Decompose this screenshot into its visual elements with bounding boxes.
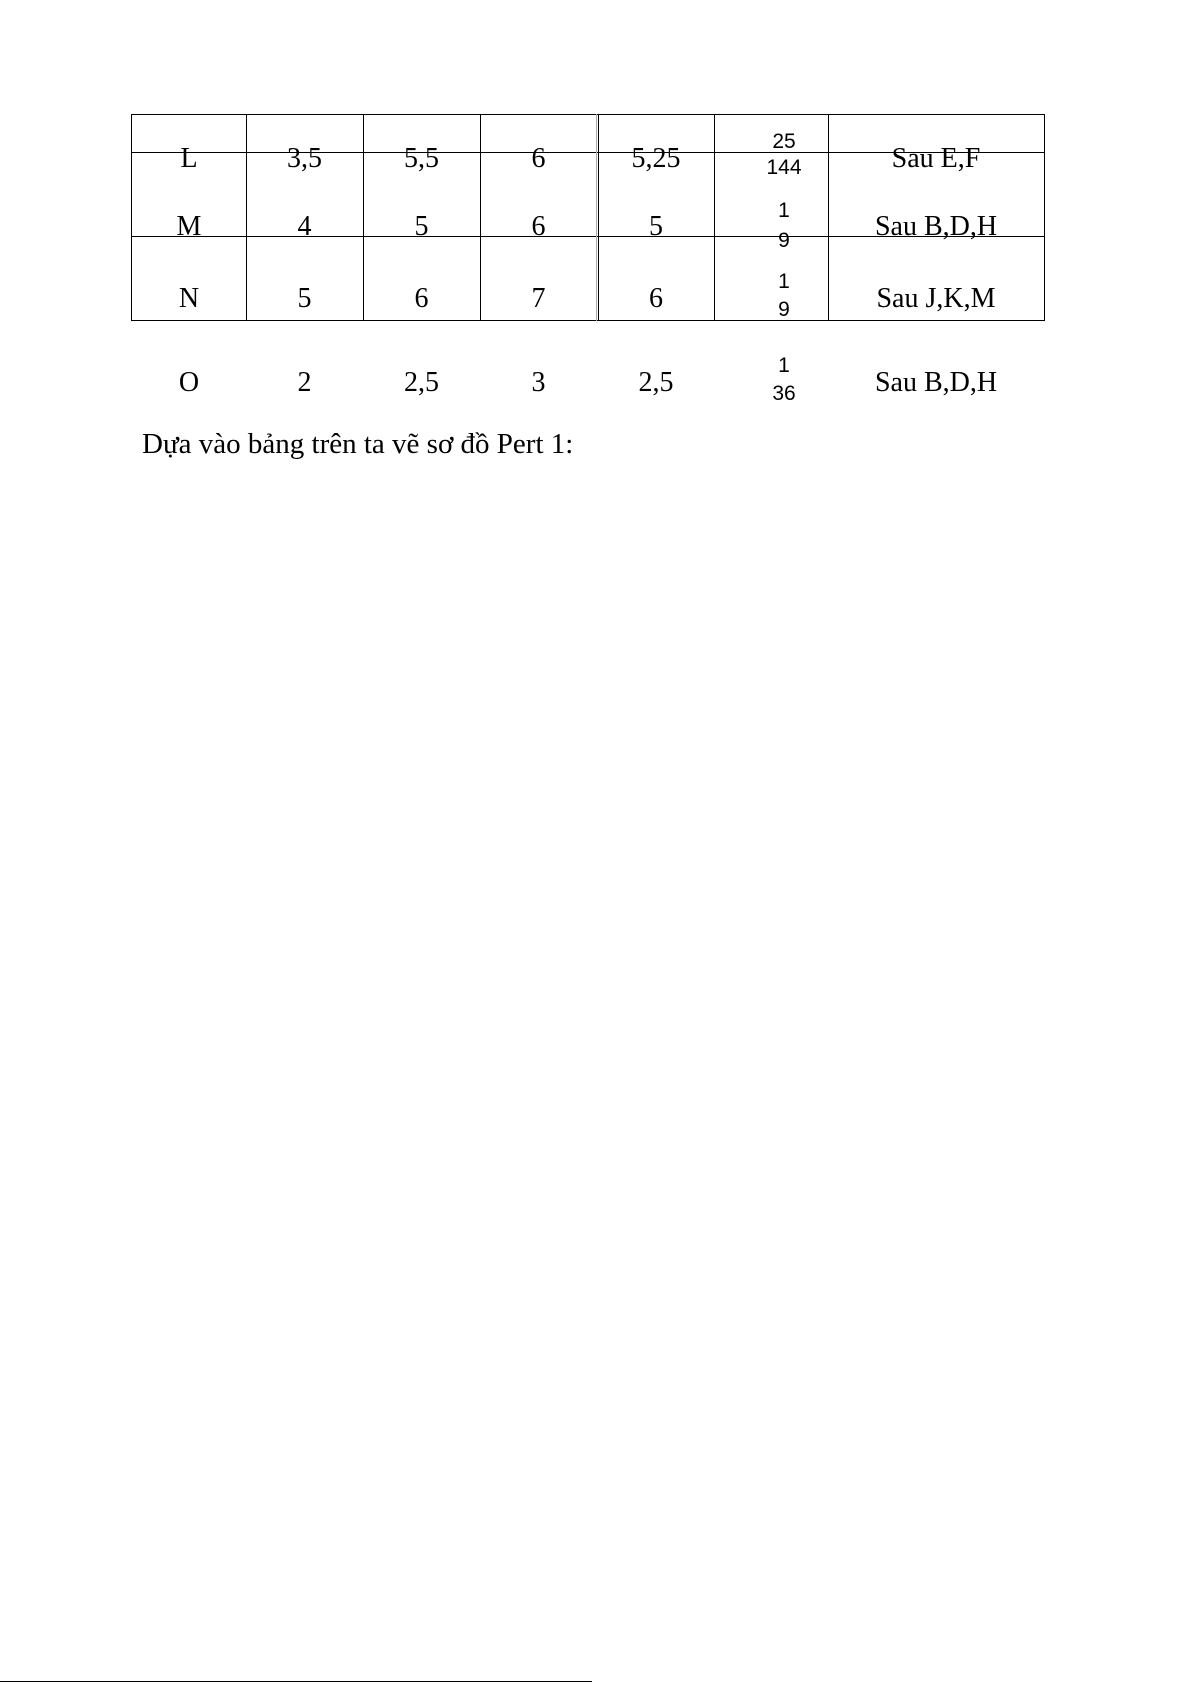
expected-time-cell: 5,25 — [631, 143, 681, 174]
variance-denominator: 9 — [778, 298, 790, 321]
pessimistic-cell: 7 — [531, 283, 546, 314]
most-likely-cell: 6 — [414, 283, 429, 314]
table-vrule — [714, 114, 715, 321]
variance-fraction — [734, 271, 834, 321]
task-cell: L — [180, 143, 198, 174]
expected-time-cell: 6 — [649, 283, 663, 314]
variance-fraction — [734, 131, 834, 179]
variance-fraction — [734, 200, 834, 252]
caption-text: Dựa vào bảng trên ta vẽ sơ đồ Pert 1: — [142, 428, 574, 460]
variance-fraction — [734, 355, 834, 405]
predecessor-cell: Sau B,D,H — [874, 367, 998, 398]
variance-denominator: 144 — [766, 156, 802, 179]
task-cell: N — [178, 283, 200, 314]
variance-numerator: 1 — [778, 270, 790, 293]
task-cell: M — [176, 211, 202, 242]
pessimistic-cell: 6 — [531, 211, 546, 242]
expected-time-cell: 5 — [649, 211, 663, 242]
task-cell: O — [178, 367, 200, 398]
variance-denominator: 36 — [772, 382, 796, 405]
most-likely-cell: 5 — [414, 211, 429, 242]
predecessor-cell: Sau J,K,M — [876, 283, 996, 314]
optimistic-cell: 3,5 — [287, 143, 322, 174]
optimistic-cell: 2 — [297, 367, 312, 398]
most-likely-cell: 2,5 — [404, 367, 439, 398]
table-rule-top — [131, 114, 1045, 115]
predecessor-cell: Sau E,F — [891, 143, 981, 174]
expected-time-cell: 2,5 — [638, 367, 674, 398]
footnote-divider — [0, 1681, 592, 1682]
variance-numerator: 1 — [778, 354, 790, 377]
pessimistic-cell: 3 — [531, 367, 546, 398]
pessimistic-cell: 6 — [531, 143, 546, 174]
variance-numerator: 1 — [778, 199, 790, 222]
variance-numerator: 25 — [772, 130, 796, 153]
table-rule-bottom — [131, 320, 1045, 321]
most-likely-cell: 5,5 — [404, 143, 439, 174]
predecessor-cell: Sau B,D,H — [874, 211, 998, 242]
optimistic-cell: 5 — [297, 283, 312, 314]
optimistic-cell: 4 — [297, 211, 312, 242]
variance-denominator: 9 — [778, 229, 790, 252]
table-vrule — [1044, 114, 1045, 321]
